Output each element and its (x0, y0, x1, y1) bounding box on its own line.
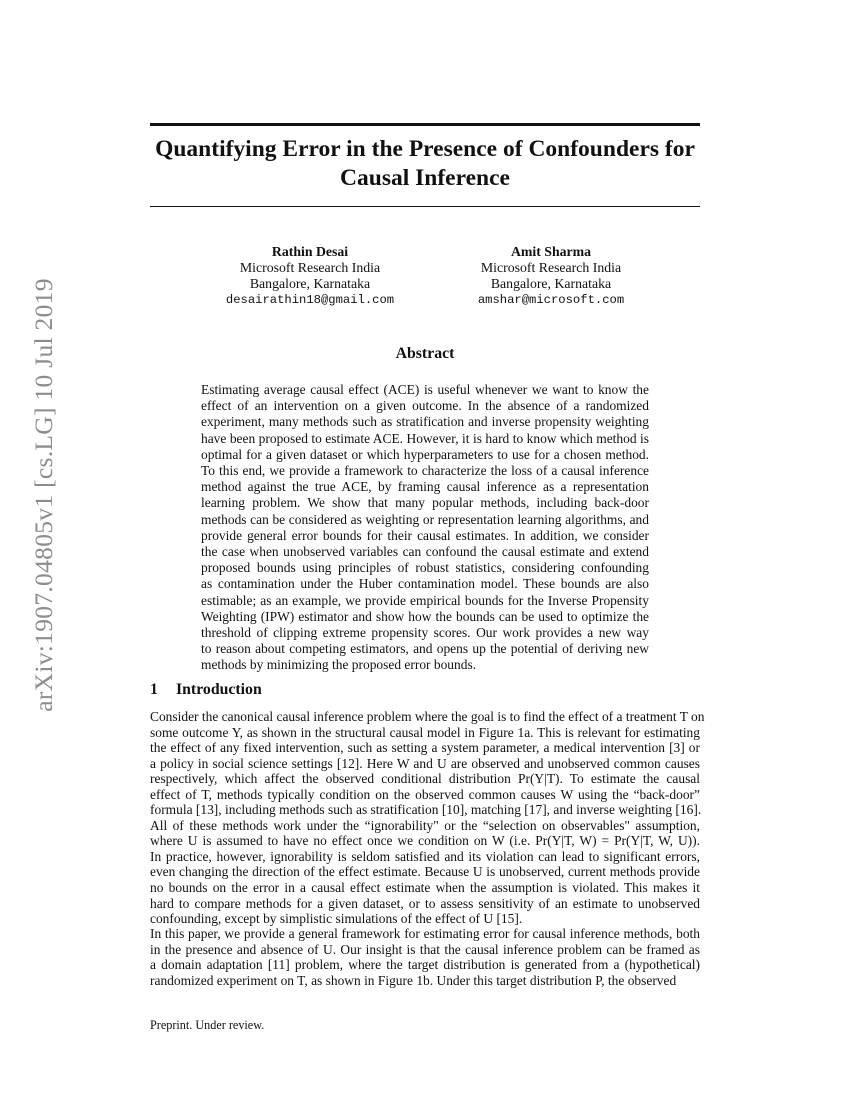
text-line: All of these methods work under the “ignorability" or the “selection on observables" assumption, (150, 817, 700, 833)
paper-title (150, 135, 700, 193)
section-heading (150, 681, 262, 699)
text-line: a domain adaptation [11] problem, where the target distribution is generated from a (hypothetical) (150, 957, 700, 973)
author-name: Amit Sharma (510, 244, 592, 259)
text-line: some outcome Y, as shown in the structural causal model in Figure 1a. This is relevant for estimating (150, 724, 700, 740)
title-line: Causal Inference (340, 165, 510, 191)
text-line: where U is assumed to have no effect once we condition on W (i.e. Pr(Y|T, W) = Pr(Y|T, W, U)). (150, 833, 700, 849)
abstract-line: method against the true ACE, by framing causal inference as a representation (201, 479, 649, 495)
text-line: In practice, however, ignorability is seldom satisfied and its violation can lead to significant errors, (150, 848, 700, 864)
abstract-line: the case when unobserved variables can confound the causal estimate and extend (201, 544, 649, 560)
title-line: Quantifying Error in the Presence of Confounders for (155, 136, 695, 162)
abstract-line: to reason about competing estimators, and opens up the potential of deriving new (201, 641, 649, 657)
title-rule-bottom (150, 206, 700, 207)
text-line: effect of T, methods typically condition on the observed common causes W using the “back-door” (150, 786, 700, 802)
arxiv-side-stamp: arXiv:1907.04805v1 [cs.LG] 10 Jul 2019 (29, 278, 58, 712)
abstract-line: have been proposed to estimate ACE. However, it is hard to know which method is (201, 430, 649, 446)
abstract-line: provide general error bounds for their causal estimates. In addition, we consider (201, 527, 649, 543)
abstract-line: estimable; as an example, we provide empirical bounds for the Inverse Propensity (201, 592, 649, 608)
preprint-footer: Preprint. Under review. (150, 1018, 265, 1032)
abstract-line: To this end, we provide a framework to characterize the loss of a causal inference (201, 463, 649, 479)
author-email: amshar@microsoft.com (477, 293, 625, 307)
author-affiliation: Microsoft Research India (239, 260, 381, 275)
intro-paragraph-1 (150, 709, 705, 927)
abstract-line: threshold of clipping extreme propensity scores. Our work provides a new way (201, 625, 649, 641)
text-line: hard to compare methods for a given dataset, or to assess sensitivity of an estimate to unobserved (150, 895, 700, 911)
author-name: Rathin Desai (271, 244, 349, 259)
text-line: in the presence and absence of U. Our insight is that the causal inference problem can be framed as (150, 941, 700, 957)
text-line: the effect of any fixed intervention, such as setting a system parameter, a medical intervention [3] or (150, 740, 700, 756)
author-block (441, 244, 661, 308)
abstract-line: methods by minimizing the proposed error bounds. (201, 657, 477, 673)
author-affiliation: Microsoft Research India (480, 260, 622, 275)
author-email: desairathin18@gmail.com (225, 293, 395, 307)
text-line: even changing the direction of the effect estimate. Because U is unobserved, current methods provide (150, 864, 700, 880)
abstract-body (201, 382, 649, 674)
abstract-line: effect of an intervention on a given outcome. In the absence of a randomized (201, 398, 649, 414)
text-line: formula [13], including methods such as stratification [10], matching [17], and inverse weighting [16]. (150, 802, 702, 818)
abstract-heading: Abstract (395, 345, 455, 362)
abstract-line: Estimating average causal effect (ACE) is useful whenever we want to know the (201, 382, 649, 397)
abstract-line: as contamination under the Huber contamination model. These bounds are also (201, 576, 649, 592)
abstract-line: methods can be considered as weighting or representation learning algorithms, and (201, 511, 649, 527)
text-line: Consider the canonical causal inference problem where the goal is to find the effect of a treatment T on (150, 709, 705, 724)
title-rule-top (150, 123, 700, 126)
abstract-line: proposed bounds using principles of robust statistics, considering confounding (201, 560, 649, 576)
author-block (200, 244, 420, 308)
text-line: respectively, which affect the observed conditional distribution Pr(Y|T). To estimate the causal (150, 771, 700, 787)
text-line: confounding, except by simplistic simulations of the effect of U [15]. (150, 911, 523, 927)
section-number: 1 (150, 681, 158, 698)
text-line: no bounds on the error in a causal effect estimate when the assumption is violated. This makes it (150, 880, 700, 896)
intro-paragraph-2 (150, 926, 700, 988)
abstract-line: optimal for a given dataset or which hyperparameters to use for a chosen method. (201, 446, 649, 462)
abstract-line: experiment, many methods such as stratification and inverse propensity weighting (201, 414, 649, 430)
abstract-line: learning problem. We show that many popular methods, including back-door (201, 495, 649, 511)
section-title: Introduction (176, 681, 262, 698)
text-line: randomized experiment on T, as shown in Figure 1b. Under this target distribution P, the observed (150, 972, 677, 988)
text-line: In this paper, we provide a general framework for estimating error for causal inference methods, both (150, 926, 700, 941)
author-location: Bangalore, Karnataka (249, 276, 371, 291)
abstract-line: Weighting (IPW) estimator and show how the bounds can be used to optimize the (201, 608, 649, 624)
author-location: Bangalore, Karnataka (490, 276, 612, 291)
text-line: a policy in social science settings [12]. Here W and U are observed and unobserved common causes (150, 755, 700, 771)
